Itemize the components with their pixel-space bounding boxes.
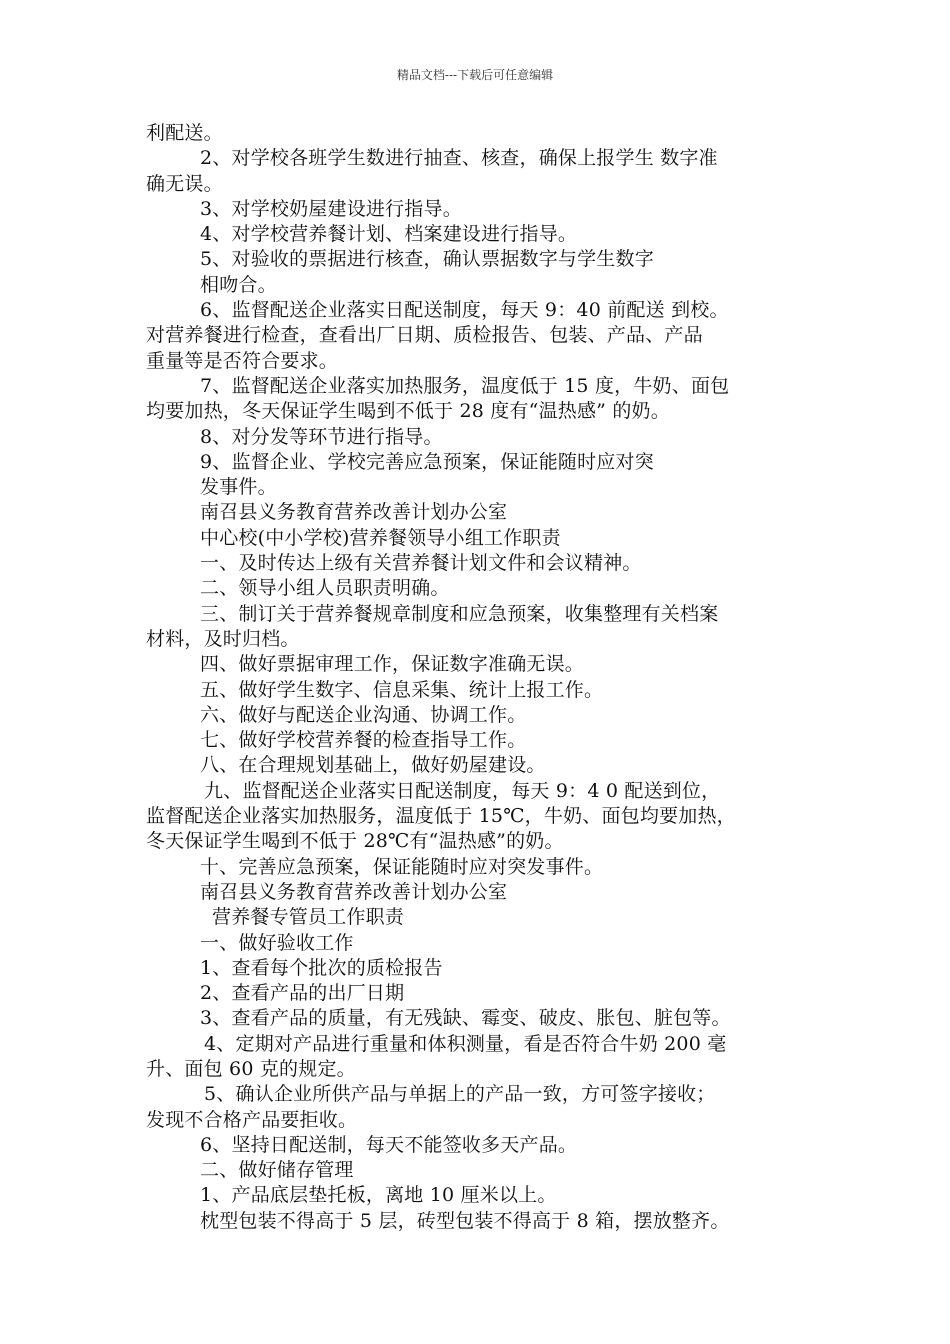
text-line: 二、领导小组人员职责明确。 xyxy=(200,577,450,600)
text-line: 相吻合。 xyxy=(200,273,277,296)
text-line: 四、做好票据审理工作，保证数字准确无误。 xyxy=(200,653,585,676)
text-line: 利配送。 xyxy=(146,122,223,144)
text-line: 9、监督企业、学校完善应急预案，保证能随时应对突 xyxy=(200,450,654,473)
text-line: 南召县义务教育营养改善计划办公室 xyxy=(200,880,508,903)
document-body xyxy=(146,121,826,1234)
text-line: 8、对分发等环节进行指导。 xyxy=(200,425,443,448)
text-line: 中心校(中小学校)营养餐领导小组工作职责 xyxy=(200,526,561,549)
text-line: 1、查看每个批次的质检报告 xyxy=(200,956,443,979)
text-line: 监督配送企业落实加热服务，温度低于 15℃，牛奶、面包均要加热， xyxy=(146,805,736,828)
text-line: 枕型包装不得高于 5 层，砖型包装不得高于 8 箱，摆放整齐。 xyxy=(200,1209,730,1232)
text-line: 一、做好验收工作 xyxy=(200,931,354,954)
text-line: 4、定期对产品进行重量和体积测量，看是否符合牛奶 200 毫 xyxy=(204,1032,727,1055)
text-line: 7、监督配送企业落实加热服务，温度低于 15 度，牛奶、面包 xyxy=(200,374,730,397)
text-line: 二、做好储存管理 xyxy=(200,1159,354,1182)
text-line: 3、查看产品的质量，有无残缺、霉变、破皮、胀包、脏包等。 xyxy=(200,1007,731,1030)
text-line: 六、做好与配送企业沟通、协调工作。 xyxy=(200,703,527,726)
page-header: 精品文档---下载后可任意编辑 xyxy=(396,68,554,82)
text-line: 发现不合格产品要拒收。 xyxy=(146,1108,358,1131)
text-line: 九、监督配送企业落实日配送制度，每天 9：4 0 配送到位， xyxy=(204,779,721,802)
text-line: 重量等是否符合要求。 xyxy=(146,349,339,372)
text-line: 发事件。 xyxy=(200,476,277,499)
text-line: 七、做好学校营养餐的检查指导工作。 xyxy=(200,729,527,752)
text-line: 南召县义务教育营养改善计划办公室 xyxy=(200,501,508,524)
text-line: 2、查看产品的出厂日期 xyxy=(200,982,405,1005)
text-line: 6、坚持日配送制，每天不能签收多天产品。 xyxy=(200,1133,578,1156)
text-line: 确无误。 xyxy=(146,172,223,195)
text-line: 4、对学校营养餐计划、档案建设进行指导。 xyxy=(200,223,578,246)
text-line: 均要加热，冬天保证学生喝到不低于 28 度有“温热感” 的奶。 xyxy=(146,400,670,423)
text-line: 升、面包 60 克的规定。 xyxy=(146,1057,356,1080)
text-line: 材料，及时归档。 xyxy=(146,627,300,650)
text-line: 一、及时传达上级有关营养餐计划文件和会议精神。 xyxy=(200,552,642,575)
text-line: 十、完善应急预案，保证能随时应对突发事件。 xyxy=(200,855,604,878)
text-line: 冬天保证学生喝到不低于 28℃有“温热感”的奶。 xyxy=(146,830,564,853)
text-line: 3、对学校奶屋建设进行指导。 xyxy=(200,197,462,220)
text-line: 5、确认企业所供产品与单据上的产品一致，方可签字接收； xyxy=(204,1083,716,1106)
text-line: 五、做好学生数字、信息采集、统计上报工作。 xyxy=(200,678,604,701)
text-line: 5、对验收的票据进行核查，确认票据数字与学生数字 xyxy=(200,248,654,271)
text-line: 营养餐专管员工作职责 xyxy=(212,906,405,929)
text-line: 2、对学校各班学生数进行抽查、核查，确保上报学生 数字准 xyxy=(200,147,718,170)
text-line: 对营养餐进行检查，查看出厂日期、质检报告、包装、产品、产品 xyxy=(146,324,703,347)
text-line: 1、产品底层垫托板，离地 10 厘米以上。 xyxy=(200,1184,557,1207)
text-line: 八、在合理规划基础上，做好奶屋建设。 xyxy=(200,754,546,777)
text-line: 三、制订关于营养餐规章制度和应急预案，收集整理有关档案 xyxy=(200,602,719,625)
text-line: 6、监督配送企业落实日配送制度，每天 9：40 前配送 到校。 xyxy=(200,299,729,322)
